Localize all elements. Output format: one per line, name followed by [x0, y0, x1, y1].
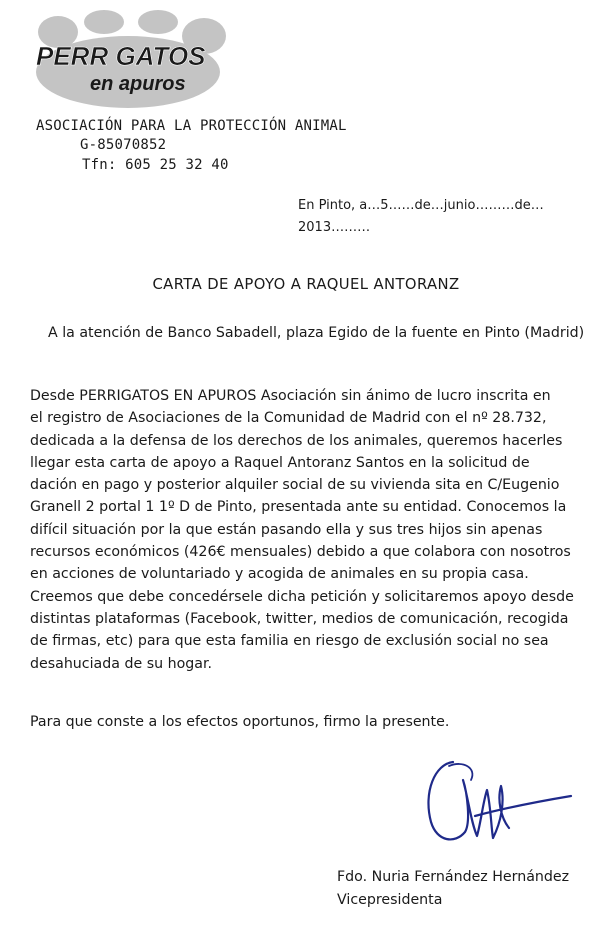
body-line: llegar esta carta de apoyo a Raquel Antoranz Santos en la solicitud de	[30, 454, 530, 471]
body-line: distintas plataformas (Facebook, twitter, medios de comunicación, recogida	[30, 610, 569, 627]
closing-line: Para que conste a los efectos oportunos, firmo la presente.	[30, 714, 450, 730]
body-line: recursos económicos (426€ mensuales) debido a que colabora con nosotros	[30, 544, 571, 561]
body-line: dedicada a la defensa de los derechos de los animales, queremos hacerles	[30, 432, 563, 449]
body-line: dación en pago y posterior alquiler social de su vivienda sita en C/Eugenio	[30, 477, 560, 494]
association-logo	[18, 10, 236, 110]
attention-line: A la atención de Banco Sabadell, plaza Egido de la fuente en Pinto (Madrid)	[48, 325, 585, 341]
body-line: Desde PERRIGATOS EN APUROS Asociación sin ánimo de lucro inscrita en	[30, 388, 551, 404]
body-line: el registro de Asociaciones de la Comunidad de Madrid con el nº 28.732,	[30, 410, 547, 427]
body-line: en acciones de voluntariado y acogida de animales en su propia casa.	[30, 566, 529, 583]
body-line: difícil situación por la que están pasando ella y sus tres hijos sin apenas	[30, 521, 543, 538]
body-line: de firmas, etc) para que esta familia en riesgo de exclusión social no sea	[30, 633, 549, 650]
body-line: desahuciada de su hogar.	[30, 655, 212, 672]
org-name: ASOCIACIÓN PARA LA PROTECCIÓN ANIMAL	[36, 118, 347, 134]
paw-print-logo-graphic	[18, 10, 236, 110]
letter-body	[30, 385, 585, 675]
org-phone: Tfn: 605 25 32 40	[82, 157, 229, 173]
letter-title: CARTA DE APOYO A RAQUEL ANTORANZ	[152, 276, 460, 293]
handwritten-signature	[405, 752, 575, 852]
body-line: Creemos que debe concedérsele dicha petición y solicitaremos apoyo desde	[30, 588, 574, 605]
signature-drawing	[405, 752, 575, 852]
signer-role: Vicepresidenta	[337, 892, 443, 908]
signer-name: Fdo. Nuria Fernández Hernández	[337, 869, 570, 885]
logo-line1: PERR GATOS	[36, 41, 206, 71]
org-cif: G-85070852	[80, 137, 167, 153]
body-line: Granell 2 portal 1 1º D de Pinto, presentada ante su entidad. Conocemos la	[30, 499, 567, 516]
date-line: En Pinto, a…5……de…junio………de…2013………	[298, 198, 544, 236]
logo-line2: en apuros	[90, 73, 186, 95]
